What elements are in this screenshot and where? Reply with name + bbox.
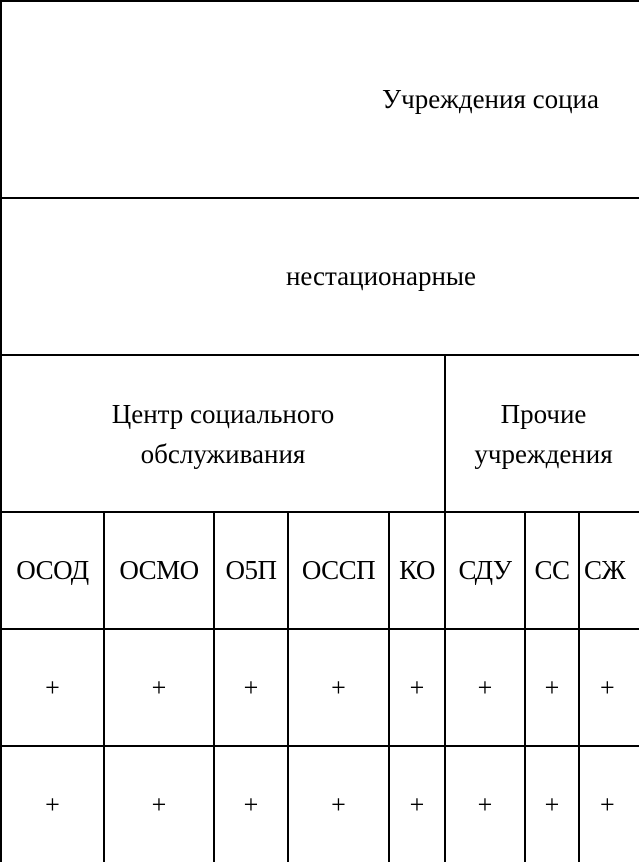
group-label-line-2: обслуживания xyxy=(140,438,306,469)
table-cell: + xyxy=(445,746,525,862)
table-cell: + xyxy=(214,746,288,862)
column-header: КО xyxy=(389,512,445,629)
category-label: нестационарные xyxy=(285,261,477,291)
table-cell: + xyxy=(1,746,104,862)
table-cell: + xyxy=(525,629,579,746)
table-cell: + xyxy=(288,746,389,862)
table-cell: + xyxy=(389,746,445,862)
column-header: СДУ xyxy=(445,512,525,629)
table-row xyxy=(1,629,639,746)
group-label-line-1: Прочие xyxy=(500,398,587,429)
table-cell: + xyxy=(579,629,639,746)
group-header-other xyxy=(445,355,639,512)
column-header: ОСОД xyxy=(1,512,104,629)
category-header xyxy=(1,198,639,355)
group-header-social-center xyxy=(1,355,445,512)
table-row xyxy=(1,746,639,862)
column-header: СЖ xyxy=(579,512,639,629)
group-label-line-2: учреждения xyxy=(474,438,613,469)
table-cell: + xyxy=(104,746,214,862)
column-header: О5П xyxy=(214,512,288,629)
group-label-line-1: Центр социального xyxy=(111,398,335,429)
table-cell: + xyxy=(389,629,445,746)
table-cell: + xyxy=(288,629,389,746)
table-title: Учреждения социа xyxy=(1,1,639,198)
table-cell: + xyxy=(214,629,288,746)
table-cell: + xyxy=(104,629,214,746)
table-cell: + xyxy=(445,629,525,746)
column-header: ОСМО xyxy=(104,512,214,629)
column-header: СС xyxy=(525,512,579,629)
column-header: ОССП xyxy=(288,512,389,629)
table-cell: + xyxy=(525,746,579,862)
table-cell: + xyxy=(579,746,639,862)
table-cell: + xyxy=(1,629,104,746)
